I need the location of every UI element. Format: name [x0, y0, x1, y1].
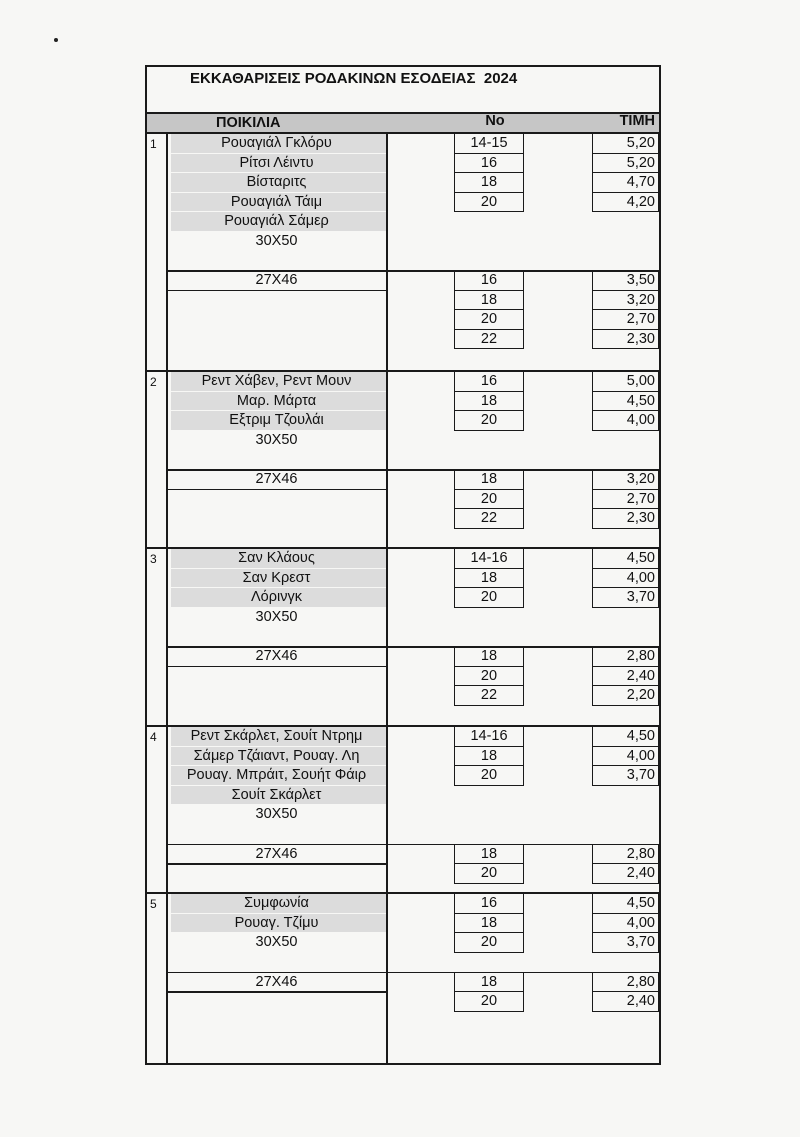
variety-name: Συμφωνία: [244, 895, 309, 911]
box-size-label: 27Χ46: [255, 471, 298, 487]
variety-name: Ρουαγ. Τζίμυ: [234, 914, 319, 931]
size-value: 20: [480, 767, 498, 783]
size-value: 20: [480, 412, 498, 428]
size-value: 18: [480, 648, 498, 664]
sheet-title: ΕΚΚΑΘΑΡΙΣΕΙΣ ΡΟΔΑΚΙΝΩΝ ΕΣΟΔΕΙΑΣ 2024: [190, 70, 518, 87]
size-value: 22: [480, 510, 498, 526]
size-value: 14-16: [470, 728, 508, 744]
size-value: 18: [480, 392, 498, 409]
size-value: 16: [480, 154, 498, 171]
size-value: 18: [480, 471, 498, 487]
price-value: 4,70: [626, 174, 655, 190]
price-value: 3,70: [626, 934, 655, 950]
box-size-label: 27Χ46: [255, 272, 298, 288]
price-value: 2,70: [626, 311, 655, 327]
header-no: No: [485, 113, 505, 129]
price-value: 2,20: [626, 687, 655, 703]
price-value: 2,80: [626, 648, 655, 664]
variety-name: Μαρ. Μάρτα: [236, 392, 317, 409]
price-value: 2,80: [626, 845, 655, 862]
variety-name: Ρεντ Χάβεν, Ρεντ Μουν: [201, 373, 352, 389]
col-divider-variety: [386, 133, 388, 1064]
size-value: 20: [480, 934, 498, 950]
price-value: 4,50: [626, 550, 655, 566]
variety-name: Ρουαγιάλ Γκλόρυ: [221, 135, 332, 151]
box-size-label: 27Χ46: [255, 845, 298, 862]
size-value: 18: [480, 174, 498, 190]
size-value: 20: [480, 490, 498, 507]
variety-name: Ρεντ Σκάρλετ, Σουίτ Ντρημ: [190, 728, 363, 744]
box-size-label: 30Χ50: [255, 806, 298, 822]
box-size-label: 27Χ46: [255, 973, 298, 990]
variety-name: Σαν Κλάους: [238, 550, 315, 566]
price-value: 4,00: [626, 914, 655, 931]
price-value: 4,50: [626, 895, 655, 911]
size-value: 20: [480, 589, 498, 605]
variety-name: Ρουαγιάλ Σάμερ: [224, 213, 329, 229]
scan-speck: [54, 38, 58, 42]
price-value: 5,20: [626, 154, 655, 171]
price-value: 5,20: [626, 135, 655, 151]
price-value: 5,00: [626, 373, 655, 389]
size-value: 16: [480, 272, 498, 288]
header-price: ΤΙΜΗ: [619, 113, 655, 129]
group-number: 1: [150, 137, 157, 151]
price-value: 4,00: [626, 412, 655, 428]
size-value: 22: [480, 330, 498, 347]
variety-name: Ρίτσι Λέιντυ: [239, 154, 314, 171]
price-value: 2,40: [626, 667, 655, 684]
size-value: 18: [480, 569, 498, 586]
size-value: 20: [480, 993, 498, 1009]
price-value: 3,20: [626, 291, 655, 308]
price-value: 2,70: [626, 490, 655, 507]
price-value: 4,00: [626, 747, 655, 764]
size-value: 18: [480, 845, 498, 862]
variety-name: Ρουαγιάλ Τάιμ: [230, 193, 323, 210]
size-value: 14-16: [470, 550, 508, 566]
variety-name: Ρουαγ. Μπράιτ, Σουήτ Φάιρ: [186, 767, 367, 783]
group-number: 3: [150, 552, 157, 566]
variety-name: Λόρινγκ: [251, 589, 302, 605]
price-value: 2,40: [626, 865, 655, 881]
size-value: 16: [480, 373, 498, 389]
group-number: 2: [150, 375, 157, 389]
price-value: 4,00: [626, 569, 655, 586]
box-size-label: 30Χ50: [255, 232, 298, 249]
variety-name: Εξτριμ Τζουλάι: [229, 412, 324, 428]
header-variety: ΠΟΙΚΙΛΙΑ: [216, 115, 281, 131]
price-value: 3,20: [626, 471, 655, 487]
size-value: 20: [480, 193, 498, 210]
price-value: 2,30: [626, 330, 655, 347]
box-size-label: 30Χ50: [255, 431, 298, 448]
variety-name: Βίσταριτς: [246, 174, 307, 190]
price-value: 2,40: [626, 993, 655, 1009]
size-value: 18: [480, 973, 498, 990]
size-value: 16: [480, 895, 498, 911]
price-value: 2,80: [626, 973, 655, 990]
price-value: 2,30: [626, 510, 655, 526]
box-size-label: 27Χ46: [255, 648, 298, 664]
size-value: 20: [480, 865, 498, 881]
box-size-label: 30Χ50: [255, 608, 298, 625]
size-value: 18: [480, 291, 498, 308]
variety-name: Σουίτ Σκάρλετ: [231, 786, 322, 803]
price-value: 4,50: [626, 392, 655, 409]
size-value: 18: [480, 747, 498, 764]
size-value: 20: [480, 667, 498, 684]
price-value: 3,70: [626, 589, 655, 605]
size-value: 18: [480, 914, 498, 931]
size-value: 20: [480, 311, 498, 327]
size-value: 22: [480, 687, 498, 703]
size-value: 14-15: [470, 135, 508, 151]
price-value: 3,70: [626, 767, 655, 783]
group-number: 5: [150, 897, 157, 911]
variety-name: Σαν Κρεστ: [242, 569, 311, 586]
group-number: 4: [150, 730, 157, 744]
price-value: 4,50: [626, 728, 655, 744]
price-value: 4,20: [626, 193, 655, 210]
box-size-label: 30Χ50: [255, 934, 298, 950]
price-value: 3,50: [626, 272, 655, 288]
variety-name: Σάμερ Τζάιαντ, Ρουαγ. Λη: [193, 747, 360, 764]
